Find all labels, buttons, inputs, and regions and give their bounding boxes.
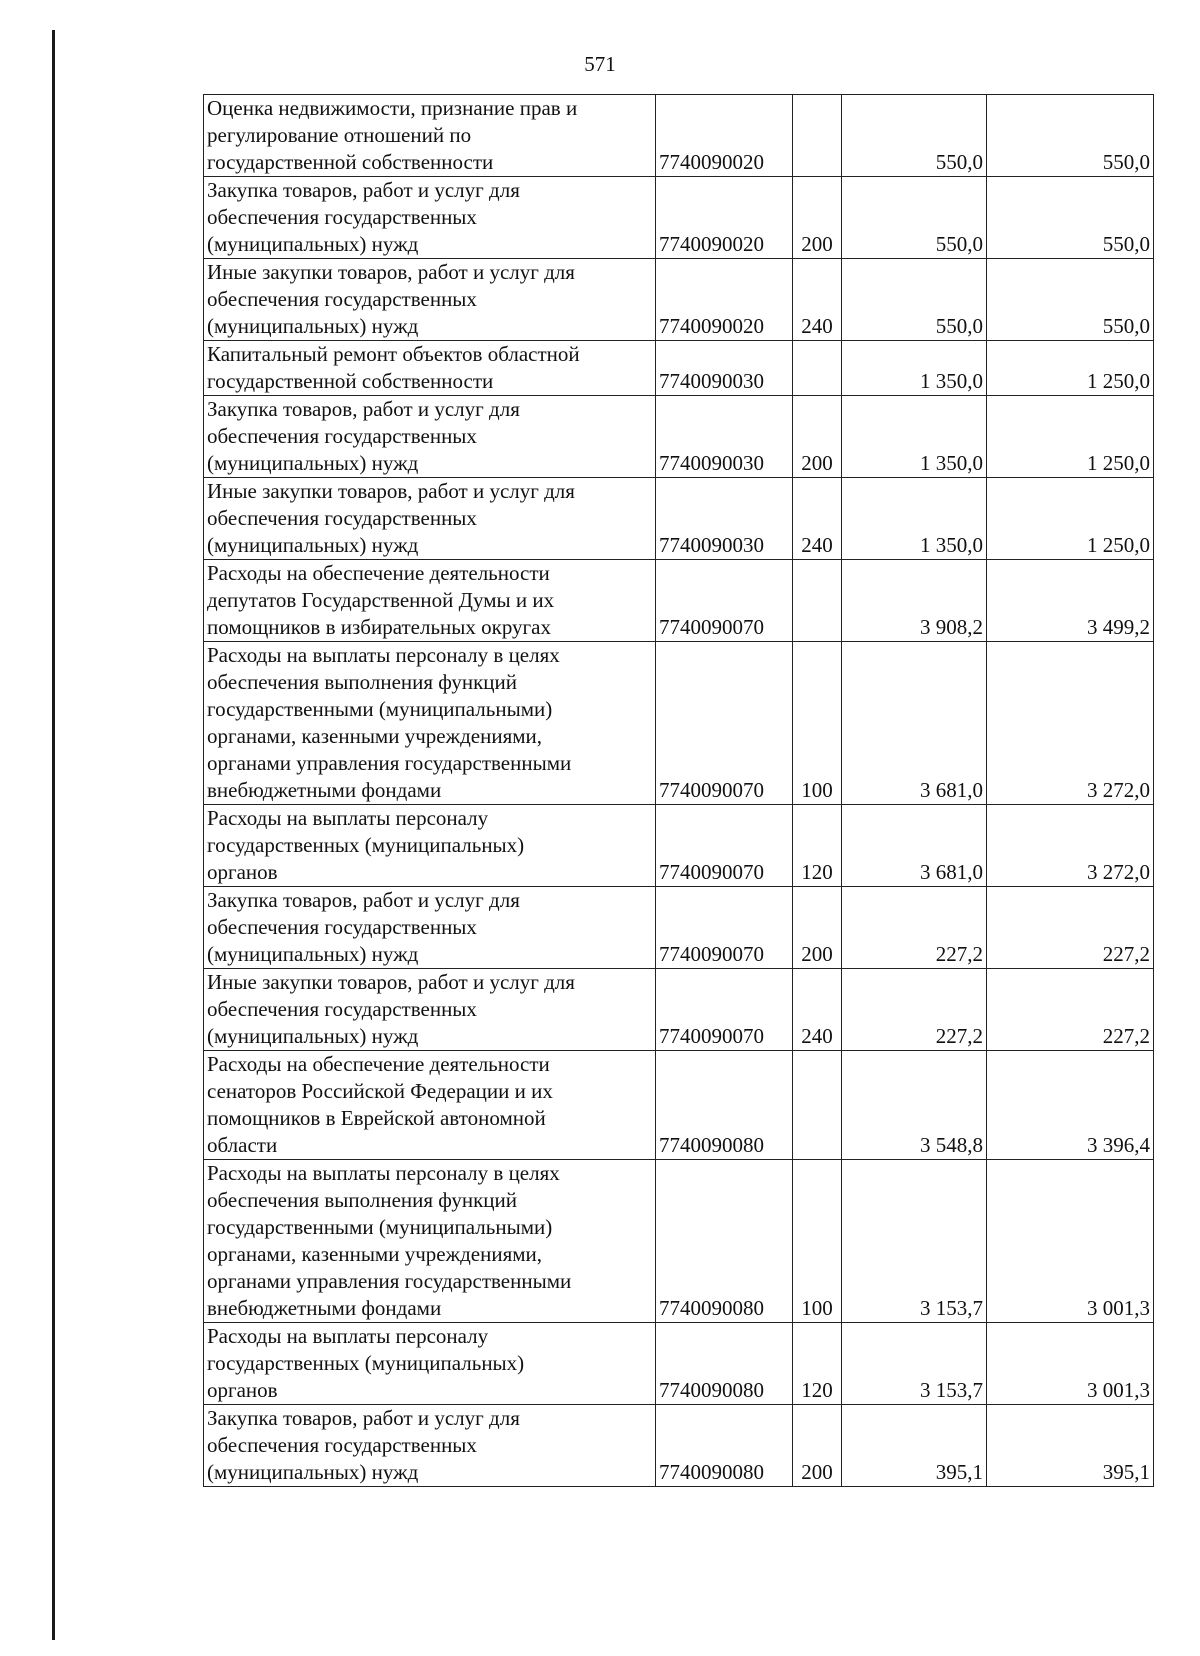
expense-name-cell xyxy=(204,95,656,177)
amount-year-2-cell: 1 250,0 xyxy=(987,396,1154,478)
amount-year-2-cell: 3 396,4 xyxy=(987,1051,1154,1160)
expense-name-line: Оценка недвижимости, признание прав и xyxy=(207,96,578,120)
expense-name-line: Расходы на выплаты персоналу в целях xyxy=(207,1161,560,1185)
expense-name-cell xyxy=(204,642,656,805)
amount-year-1-cell: 227,2 xyxy=(842,887,987,969)
expense-name-line: органами управления государственными xyxy=(207,1269,572,1293)
expense-type-code-cell: 120 xyxy=(793,805,842,887)
target-article-code-cell: 7740090030 xyxy=(656,396,793,478)
expense-name-line: органами, казенными учреждениями, xyxy=(207,724,543,748)
amount-year-1-cell: 227,2 xyxy=(842,969,987,1051)
target-article-code-cell: 7740090030 xyxy=(656,478,793,560)
target-article-code-cell: 7740090070 xyxy=(656,805,793,887)
target-article-code-cell: 7740090080 xyxy=(656,1323,793,1405)
expense-name-cell xyxy=(204,1160,656,1323)
expense-name-line: (муниципальных) нужд xyxy=(207,533,419,557)
target-article-code-cell: 7740090080 xyxy=(656,1160,793,1323)
expense-name-cell xyxy=(204,478,656,560)
expense-type-code-cell: 200 xyxy=(793,887,842,969)
amount-year-2-cell: 1 250,0 xyxy=(987,478,1154,560)
expense-type-code-cell: 240 xyxy=(793,259,842,341)
amount-year-1-cell: 3 548,8 xyxy=(842,1051,987,1160)
expense-name-line: Расходы на выплаты персоналу xyxy=(207,806,489,830)
expense-name-line: обеспечения государственных xyxy=(207,424,477,448)
amount-year-1-cell: 3 681,0 xyxy=(842,642,987,805)
expense-type-code-cell: 200 xyxy=(793,396,842,478)
expense-name-cell xyxy=(204,259,656,341)
expense-name-line: обеспечения выполнения функций xyxy=(207,670,518,694)
table-row xyxy=(204,1405,1154,1487)
expense-name-cell xyxy=(204,887,656,969)
target-article-code-cell: 7740090080 xyxy=(656,1405,793,1487)
expense-name-line: внебюджетными фондами xyxy=(207,778,442,802)
budget-table-body xyxy=(204,95,1154,1487)
expense-name-cell xyxy=(204,341,656,396)
target-article-code-cell: 7740090070 xyxy=(656,560,793,642)
expense-name-line: обеспечения государственных xyxy=(207,205,477,229)
expense-name-cell xyxy=(204,396,656,478)
expense-name-line: помощников в Еврейской автономной xyxy=(207,1106,546,1130)
expense-type-code-cell xyxy=(793,560,842,642)
target-article-code-cell: 7740090020 xyxy=(656,177,793,259)
expense-type-code-cell: 120 xyxy=(793,1323,842,1405)
expense-name-cell xyxy=(204,177,656,259)
table-row xyxy=(204,887,1154,969)
expense-name-line: Расходы на обеспечение деятельности xyxy=(207,561,550,585)
target-article-code-cell: 7740090020 xyxy=(656,259,793,341)
target-article-code-cell: 7740090070 xyxy=(656,969,793,1051)
amount-year-1-cell: 3 908,2 xyxy=(842,560,987,642)
expense-name-line: органов xyxy=(207,1378,278,1402)
expense-name-line: сенаторов Российской Федерации и их xyxy=(207,1079,553,1103)
amount-year-2-cell: 227,2 xyxy=(987,887,1154,969)
expense-name-line: государственной собственности xyxy=(207,150,494,174)
target-article-code-cell: 7740090020 xyxy=(656,95,793,177)
expense-name-line: Расходы на обеспечение деятельности xyxy=(207,1052,550,1076)
expense-name-line: (муниципальных) нужд xyxy=(207,314,419,338)
amount-year-1-cell: 1 350,0 xyxy=(842,341,987,396)
expense-type-code-cell xyxy=(793,341,842,396)
expense-name-line: (муниципальных) нужд xyxy=(207,232,419,256)
table-row xyxy=(204,396,1154,478)
expense-name-line: Иные закупки товаров, работ и услуг для xyxy=(207,479,575,503)
amount-year-2-cell: 3 272,0 xyxy=(987,805,1154,887)
expense-name-line: (муниципальных) нужд xyxy=(207,942,419,966)
expense-name-line: обеспечения государственных xyxy=(207,506,477,530)
expense-name-line: (муниципальных) нужд xyxy=(207,1460,419,1484)
expense-type-code-cell: 200 xyxy=(793,177,842,259)
expense-name-line: Иные закупки товаров, работ и услуг для xyxy=(207,260,575,284)
amount-year-1-cell: 3 153,7 xyxy=(842,1323,987,1405)
expense-name-line: органами, казенными учреждениями, xyxy=(207,1242,543,1266)
expense-name-line: государственной собственности xyxy=(207,369,494,393)
expense-name-line: Закупка товаров, работ и услуг для xyxy=(207,397,520,421)
expense-name-cell xyxy=(204,805,656,887)
amount-year-1-cell: 3 153,7 xyxy=(842,1160,987,1323)
expense-type-code-cell: 240 xyxy=(793,478,842,560)
expense-name-line: области xyxy=(207,1133,278,1157)
expense-name-line: внебюджетными фондами xyxy=(207,1296,442,1320)
table-row xyxy=(204,1051,1154,1160)
expense-type-code-cell: 100 xyxy=(793,1160,842,1323)
table-row xyxy=(204,560,1154,642)
amount-year-1-cell: 550,0 xyxy=(842,259,987,341)
expense-name-line: обеспечения государственных xyxy=(207,915,477,939)
expense-type-code-cell: 200 xyxy=(793,1405,842,1487)
expense-name-line: обеспечения выполнения функций xyxy=(207,1188,518,1212)
expense-name-line: регулирование отношений по xyxy=(207,123,472,147)
expense-type-code-cell xyxy=(793,1051,842,1160)
table-row xyxy=(204,805,1154,887)
amount-year-2-cell: 3 001,3 xyxy=(987,1323,1154,1405)
target-article-code-cell: 7740090070 xyxy=(656,887,793,969)
amount-year-1-cell: 550,0 xyxy=(842,95,987,177)
expense-name-cell xyxy=(204,1051,656,1160)
expense-type-code-cell: 100 xyxy=(793,642,842,805)
expense-name-line: помощников в избирательных округах xyxy=(207,615,551,639)
expense-name-cell xyxy=(204,1323,656,1405)
table-row xyxy=(204,969,1154,1051)
expense-name-line: депутатов Государственной Думы и их xyxy=(207,588,555,612)
page-number: 571 xyxy=(584,52,616,76)
expense-name-line: (муниципальных) нужд xyxy=(207,451,419,475)
table-row xyxy=(204,642,1154,805)
target-article-code-cell: 7740090030 xyxy=(656,341,793,396)
expense-name-line: государственными (муниципальными) xyxy=(207,697,553,721)
amount-year-2-cell: 1 250,0 xyxy=(987,341,1154,396)
table-row xyxy=(204,1323,1154,1405)
table-row xyxy=(204,478,1154,560)
target-article-code-cell: 7740090070 xyxy=(656,642,793,805)
expense-name-line: Расходы на выплаты персоналу xyxy=(207,1324,489,1348)
amount-year-2-cell: 395,1 xyxy=(987,1405,1154,1487)
expense-name-line: обеспечения государственных xyxy=(207,997,477,1021)
table-row xyxy=(204,177,1154,259)
target-article-code-cell: 7740090080 xyxy=(656,1051,793,1160)
expense-name-line: государственными (муниципальными) xyxy=(207,1215,553,1239)
amount-year-1-cell: 395,1 xyxy=(842,1405,987,1487)
amount-year-2-cell: 550,0 xyxy=(987,177,1154,259)
expense-type-code-cell xyxy=(793,95,842,177)
expense-name-line: органами управления государственными xyxy=(207,751,572,775)
table-row xyxy=(204,341,1154,396)
table-row xyxy=(204,95,1154,177)
expense-name-line: Капитальный ремонт объектов областной xyxy=(207,342,580,366)
expense-name-cell xyxy=(204,560,656,642)
expense-name-line: обеспечения государственных xyxy=(207,1433,477,1457)
expense-name-line: Расходы на выплаты персоналу в целях xyxy=(207,643,560,667)
amount-year-1-cell: 3 681,0 xyxy=(842,805,987,887)
expense-name-cell xyxy=(204,969,656,1051)
budget-table xyxy=(203,94,1154,1487)
expense-name-cell xyxy=(204,1405,656,1487)
expense-name-line: обеспечения государственных xyxy=(207,287,477,311)
expense-name-line: Иные закупки товаров, работ и услуг для xyxy=(207,970,575,994)
expense-name-line: (муниципальных) нужд xyxy=(207,1024,419,1048)
amount-year-2-cell: 3 001,3 xyxy=(987,1160,1154,1323)
expense-type-code-cell: 240 xyxy=(793,969,842,1051)
expense-name-line: Закупка товаров, работ и услуг для xyxy=(207,1406,520,1430)
amount-year-1-cell: 1 350,0 xyxy=(842,396,987,478)
expense-name-line: Закупка товаров, работ и услуг для xyxy=(207,178,520,202)
amount-year-2-cell: 550,0 xyxy=(987,259,1154,341)
table-row xyxy=(204,259,1154,341)
table-row xyxy=(204,1160,1154,1323)
amount-year-2-cell: 3 272,0 xyxy=(987,642,1154,805)
amount-year-2-cell: 550,0 xyxy=(987,95,1154,177)
binding-edge-line xyxy=(52,30,55,1640)
expense-name-line: государственных (муниципальных) xyxy=(207,1351,525,1375)
expense-name-line: Закупка товаров, работ и услуг для xyxy=(207,888,520,912)
amount-year-2-cell: 3 499,2 xyxy=(987,560,1154,642)
amount-year-1-cell: 550,0 xyxy=(842,177,987,259)
amount-year-1-cell: 1 350,0 xyxy=(842,478,987,560)
amount-year-2-cell: 227,2 xyxy=(987,969,1154,1051)
expense-name-line: органов xyxy=(207,860,278,884)
expense-name-line: государственных (муниципальных) xyxy=(207,833,525,857)
